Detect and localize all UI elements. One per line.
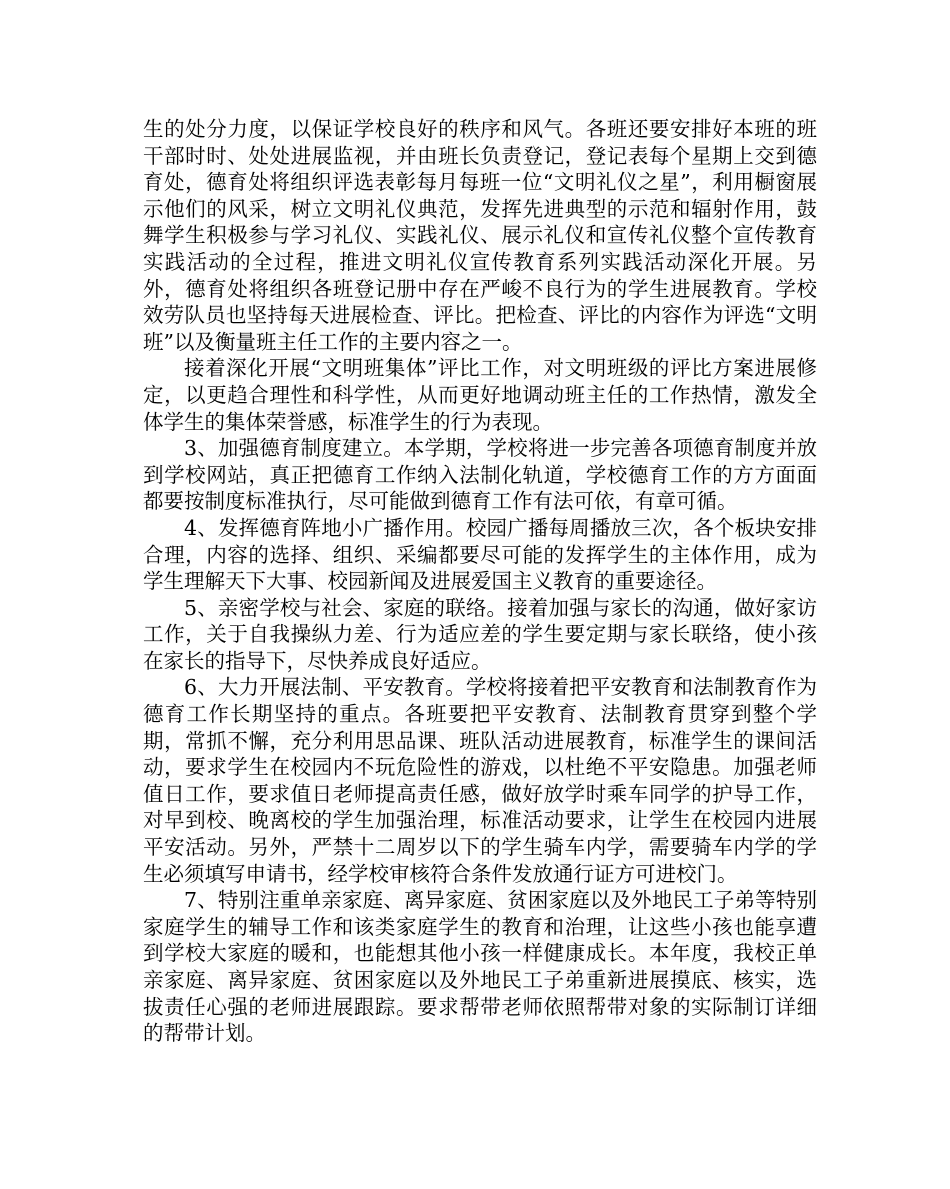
document-page [143,116,817,1047]
paragraph-1: 生的处分力度，以保证学校良好的秩序和风气。各班还要安排好本班的班干部时时、处处进展监视，并由班长负责登记，登记表每个星期上交到德育处，德育处将组织评选表彰每月每班一位“文明礼仪之星”，利用橱窗展示他们的风采，树立文明礼仪典范，发挥先进典型的示范和辐射作用，鼓舞学生积极参与学习礼仪、实践礼仪、展示礼仪和宣传礼仪整个宣传教育实践活动的全过程，推进文明礼仪宣传教育系列实践活动深化开展。另外，德育处将组织各班登记册中存在严峻不良行为的学生进展教育。学校效劳队员也坚持每天进展检查、评比。把检查、评比的内容作为评选“文明班”以及衡量班主任工作的主要内容之一。 [143,117,817,354]
paragraph-2: 接着深化开展“文明班集体”评比工作，对文明班级的评比方案进展修定，以更趋合理性和科学性，从而更好地调动班主任的工作热情，激发全体学生的集体荣誉感，标准学生的行为表现。 [143,356,817,434]
paragraph-7: 7、特别注重单亲家庭、离异家庭、贫困家庭以及外地民工子弟等特别家庭学生的辅导工作和该类家庭学生的教育和治理，让这些小孩也能享遭到学校大家庭的暖和，也能想其他小孩一样健康成长。本年度，我校正单亲家庭、离异家庭、贫困家庭以及外地民工子弟重新进展摸底、核实，选拔责任心强的老师进展跟踪。要求帮带老师依照帮带对象的实际制订详细的帮带计划。 [143,888,817,1046]
paragraph-4: 4、发挥德育阵地小广播作用。校园广播每周播放三次，各个板块安排合理，内容的选择、组织、采编都要尽可能的发挥学生的主体作用，成为学生理解天下大事、校园新闻及进展爱国主义教育的重要途径。 [143,515,817,594]
paragraph-5: 5、亲密学校与社会、家庭的联络。接着加强与家长的沟通，做好家访工作，关于自我操纵力差、行为适应差的学生要定期与家长联络，使小孩在家长的指导下，尽快养成良好适应。 [143,595,817,673]
paragraph-6: 6、大力开展法制、平安教育。学校将接着把平安教育和法制教育作为德育工作长期坚持的重点。各班要把平安教育、法制教育贯穿到整个学期，常抓不懈，充分利用思品课、班队活动进展教育，标准学生的课间活动，要求学生在校园内不玩危险性的游戏，以杜绝不平安隐患。加强老师值日工作，要求值日老师提高责任感，做好放学时乘车同学的护导工作，对早到校、晚离校的学生加强治理，标准活动要求，让学生在校园内进展平安活动。另外，严禁十二周岁以下的学生骑车内学，需要骑车内学的学生必须填写申请书，经学校审核符合条件发放通行证方可进校门。 [143,675,817,886]
paragraph-3: 3、加强德育制度建立。本学期，学校将进一步完善各项德育制度并放到学校网站，真正把德育工作纳入法制化轨道，学校德育工作的方方面面都要按制度标准执行，尽可能做到德育工作有法可依，有章可循。 [143,436,817,514]
